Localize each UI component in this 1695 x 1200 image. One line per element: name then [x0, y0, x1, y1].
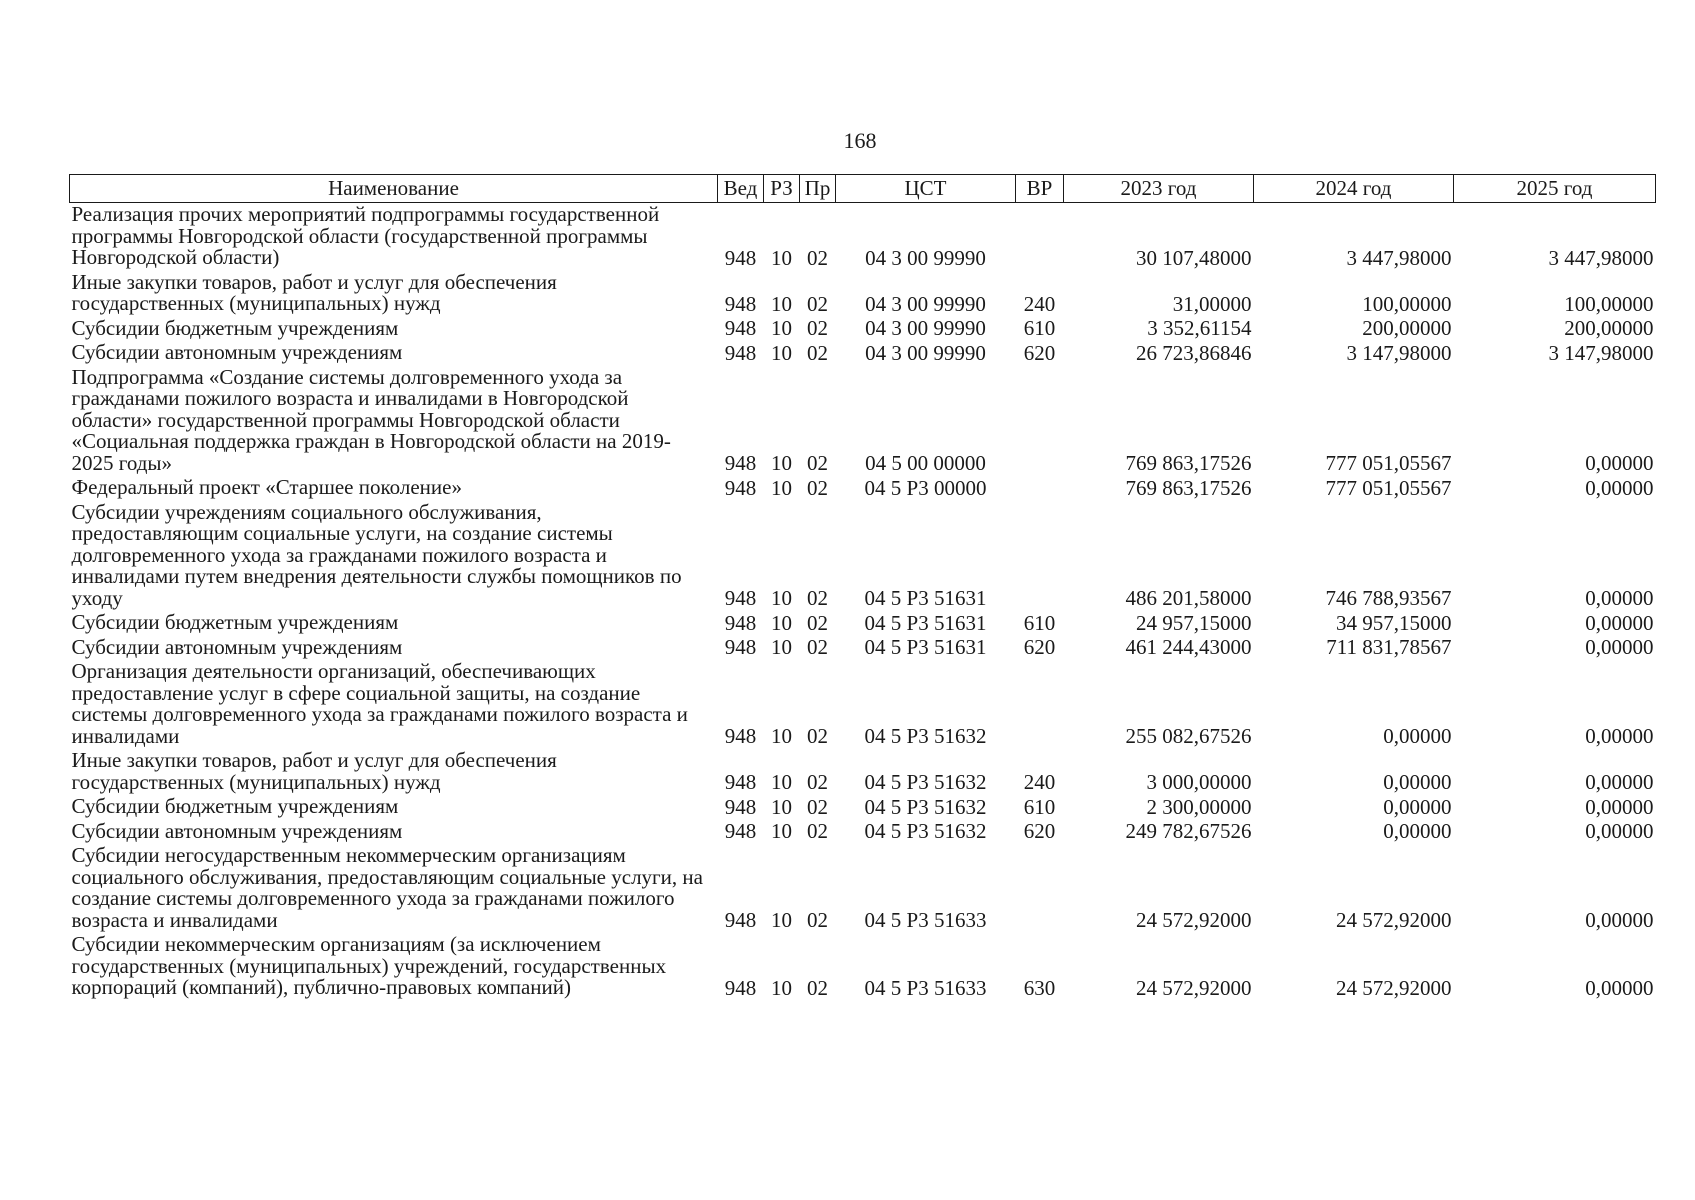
- table-row: [70, 317, 1656, 342]
- cell-2023: 30 107,48000: [1136, 245, 1252, 270]
- cell-vr: 610: [1023, 610, 1056, 635]
- cell-rz: 10: [771, 610, 792, 635]
- cell-ved: 948: [724, 451, 757, 475]
- cell-vr: 620: [1023, 819, 1056, 843]
- cell-2024: 0,00000: [1383, 724, 1452, 748]
- cell-2025: 0,00000: [1585, 819, 1654, 843]
- cell-name: Реализация прочих мероприятий подпрограммы государственной программы Новгородской области (государственной программы Новгородской области): [71, 202, 660, 269]
- cell-2023: 769 863,17526: [1125, 475, 1252, 500]
- cell-2025: 0,00000: [1585, 724, 1654, 748]
- cell-vr: [1016, 844, 1064, 933]
- cell-2025: 0,00000: [1585, 610, 1654, 635]
- cell-ved: 948: [724, 724, 757, 748]
- cell-name: Субсидии бюджетным учреждениям: [71, 794, 399, 818]
- cell-2023: 461 244,43000: [1125, 635, 1252, 659]
- cell-2024: 24 572,92000: [1336, 908, 1452, 932]
- cell-2025: 3 447,98000: [1548, 245, 1654, 270]
- table-body: [70, 203, 1656, 1001]
- table-header-row: [70, 175, 1656, 203]
- cell-cst: 04 5 P3 51631: [864, 586, 987, 610]
- cell-name: Субсидии некоммерческим организациям (за исключением государственных (муниципальных) учреждений, государственных корпораций (компаний), публично-правовых компаний): [71, 932, 667, 999]
- cell-2024: 100,00000: [1362, 291, 1452, 316]
- cell-cst: 04 3 00 99990: [865, 340, 986, 365]
- cell-2023: 249 782,67526: [1125, 819, 1252, 843]
- cell-2023: 769 863,17526: [1125, 451, 1252, 475]
- cell-2023: 3 352,61154: [1147, 316, 1252, 340]
- cell-ved: 948: [724, 975, 757, 1000]
- cell-cst: 04 5 P3 51632: [864, 724, 987, 748]
- cell-cst: 04 5 P3 51632: [864, 770, 987, 794]
- cell-pr: 02: [807, 451, 828, 475]
- cell-2023: 486 201,58000: [1125, 586, 1252, 610]
- cell-rz: 10: [771, 635, 792, 659]
- cell-pr: 02: [807, 610, 828, 635]
- cell-cst: 04 5 P3 51633: [864, 908, 987, 932]
- cell-vr: [1016, 366, 1064, 477]
- cell-pr: 02: [807, 794, 828, 819]
- cell-2023: 26 723,86846: [1136, 340, 1252, 365]
- cell-vr: 620: [1023, 635, 1056, 659]
- header-rz: РЗ: [764, 175, 800, 203]
- cell-pr: 02: [807, 245, 828, 270]
- cell-vr: [1016, 203, 1064, 271]
- header-2023: 2023 год: [1064, 175, 1254, 203]
- cell-2025: 100,00000: [1564, 291, 1654, 316]
- header-name: Наименование: [70, 175, 718, 203]
- cell-2024: 777 051,05567: [1325, 451, 1452, 475]
- cell-rz: 10: [771, 794, 792, 819]
- cell-ved: 948: [724, 291, 757, 316]
- cell-rz: 10: [771, 975, 792, 1000]
- cell-pr: 02: [807, 291, 828, 316]
- cell-2025: 0,00000: [1585, 475, 1654, 500]
- cell-name: Субсидии автономным учреждениям: [71, 818, 403, 843]
- cell-name: Иные закупки товаров, работ и услуг для обеспечения государственных (муниципальных) нужд: [71, 269, 557, 315]
- cell-vr: 240: [1023, 291, 1056, 316]
- cell-cst: 04 3 00 99990: [865, 291, 986, 316]
- cell-pr: 02: [807, 724, 828, 748]
- cell-rz: 10: [771, 451, 792, 475]
- header-2024: 2024 год: [1254, 175, 1454, 203]
- cell-2023: 3 000,00000: [1146, 770, 1252, 794]
- cell-2025: 200,00000: [1564, 316, 1654, 340]
- cell-vr: 630: [1023, 975, 1056, 1000]
- cell-pr: 02: [807, 316, 828, 340]
- cell-cst: 04 5 00 00000: [865, 451, 986, 475]
- table-row: [70, 271, 1656, 317]
- header-cst: ЦСТ: [836, 175, 1016, 203]
- cell-2024: 0,00000: [1383, 819, 1452, 843]
- table-row: [70, 844, 1656, 933]
- cell-2025: 0,00000: [1585, 770, 1654, 794]
- cell-2025: 0,00000: [1585, 908, 1654, 932]
- cell-name: Федеральный проект «Старшее поколение»: [71, 475, 462, 499]
- cell-name: Субсидии бюджетным учреждениям: [71, 610, 399, 634]
- cell-cst: 04 5 P3 51631: [864, 610, 987, 635]
- cell-2023: 255 082,67526: [1125, 724, 1252, 748]
- cell-ved: 948: [724, 794, 757, 819]
- cell-name: Иные закупки товаров, работ и услуг для обеспечения государственных (муниципальных) нужд: [71, 748, 557, 794]
- cell-ved: 948: [724, 316, 757, 340]
- cell-ved: 948: [724, 475, 757, 500]
- cell-2025: 0,00000: [1585, 635, 1654, 659]
- cell-pr: 02: [807, 475, 828, 500]
- table-row: [70, 636, 1656, 661]
- cell-name: Субсидии учреждениям социального обслуживания, предоставляющим социальные услуги, на создание системы долговременного ухода за гражданами пожилого возраста и инвалидами путем внедрения деятельности службы помощников по уходу: [71, 499, 682, 610]
- cell-name: Субсидии негосударственным некоммерческим организациям социального обслуживания, предоставляющим социальные услуги, на создание системы долговременного ухода за гражданами пожилого возраста и инвалидами: [71, 843, 703, 932]
- cell-pr: 02: [807, 635, 828, 659]
- cell-rz: 10: [771, 475, 792, 500]
- table-row: [70, 203, 1656, 271]
- cell-rz: 10: [771, 316, 792, 340]
- cell-2025: 0,00000: [1585, 451, 1654, 475]
- cell-2024: 777 051,05567: [1325, 475, 1452, 500]
- cell-2024: 34 957,15000: [1336, 610, 1452, 635]
- budget-table: [69, 174, 1656, 1001]
- cell-name: Организация деятельности организаций, обеспечивающих предоставление услуг в сфере социальной защиты, на создание системы долговременного ухода за гражданами пожилого возраста и инвалидами: [71, 659, 688, 748]
- cell-2024: 0,00000: [1383, 794, 1452, 819]
- cell-ved: 948: [724, 610, 757, 635]
- cell-vr: [1016, 476, 1064, 501]
- cell-rz: 10: [771, 908, 792, 932]
- cell-ved: 948: [724, 908, 757, 932]
- cell-name: Подпрограмма «Создание системы долговременного ухода за гражданами пожилого возраста и инвалидами в Новгородской области» государственной программы Новгородской области «Социальная поддержка граждан в Новгородской области на 2019-2025 годы»: [71, 364, 671, 475]
- cell-2023: 2 300,00000: [1146, 794, 1252, 819]
- header-ved: Вед: [718, 175, 764, 203]
- cell-2025: 0,00000: [1585, 794, 1654, 819]
- cell-cst: 04 3 00 99990: [865, 245, 986, 270]
- cell-vr: 620: [1023, 340, 1056, 365]
- cell-2023: 31,00000: [1172, 291, 1252, 316]
- table-row: [70, 820, 1656, 845]
- cell-rz: 10: [771, 770, 792, 794]
- header-pr: Пр: [800, 175, 836, 203]
- cell-name: Субсидии автономным учреждениям: [71, 634, 403, 659]
- cell-ved: 948: [724, 819, 757, 843]
- cell-rz: 10: [771, 586, 792, 610]
- cell-2024: 200,00000: [1362, 316, 1452, 340]
- cell-name: Субсидии бюджетным учреждениям: [71, 315, 399, 340]
- cell-pr: 02: [807, 908, 828, 932]
- cell-2025: 0,00000: [1585, 975, 1654, 1000]
- cell-2024: 3 447,98000: [1346, 245, 1452, 270]
- cell-vr: [1016, 501, 1064, 612]
- cell-2025: 0,00000: [1585, 586, 1654, 610]
- cell-name: Субсидии автономным учреждениям: [71, 340, 403, 364]
- cell-vr: [1016, 660, 1064, 749]
- table-row: [70, 933, 1656, 1001]
- cell-pr: 02: [807, 340, 828, 365]
- cell-2025: 3 147,98000: [1548, 340, 1654, 365]
- cell-2023: 24 572,92000: [1136, 908, 1252, 932]
- cell-2024: 746 788,93567: [1325, 586, 1452, 610]
- cell-pr: 02: [807, 770, 828, 794]
- cell-ved: 948: [724, 770, 757, 794]
- header-2025: 2025 год: [1454, 175, 1656, 203]
- cell-2024: 0,00000: [1383, 770, 1452, 794]
- cell-2024: 3 147,98000: [1346, 340, 1452, 365]
- table-row: [70, 366, 1656, 477]
- table-row: [70, 611, 1656, 636]
- cell-2024: 711 831,78567: [1326, 635, 1452, 659]
- table-row: [70, 341, 1656, 366]
- cell-cst: 04 5 P3 51632: [864, 819, 987, 843]
- table-row: [70, 660, 1656, 749]
- table-row: [70, 501, 1656, 612]
- cell-rz: 10: [771, 291, 792, 316]
- cell-cst: 04 5 P3 51631: [864, 635, 987, 659]
- cell-pr: 02: [807, 819, 828, 843]
- cell-vr: 610: [1023, 794, 1056, 819]
- cell-vr: 240: [1023, 770, 1056, 794]
- cell-cst: 04 5 P3 00000: [864, 475, 987, 500]
- cell-rz: 10: [771, 340, 792, 365]
- cell-cst: 04 3 00 99990: [865, 316, 986, 340]
- cell-2023: 24 957,15000: [1136, 610, 1252, 635]
- cell-vr: 610: [1023, 316, 1056, 340]
- cell-pr: 02: [807, 975, 828, 1000]
- cell-ved: 948: [724, 340, 757, 365]
- header-vr: ВР: [1016, 175, 1064, 203]
- table-row: [70, 476, 1656, 501]
- table-row: [70, 749, 1656, 795]
- cell-rz: 10: [771, 245, 792, 270]
- table-row: [70, 795, 1656, 820]
- cell-ved: 948: [724, 245, 757, 270]
- cell-2024: 24 572,92000: [1336, 975, 1452, 1000]
- page-number: 168: [843, 128, 877, 153]
- cell-ved: 948: [724, 586, 757, 610]
- cell-2023: 24 572,92000: [1136, 975, 1252, 1000]
- cell-pr: 02: [807, 586, 828, 610]
- cell-cst: 04 5 P3 51633: [864, 975, 987, 1000]
- cell-ved: 948: [724, 635, 757, 659]
- cell-rz: 10: [771, 724, 792, 748]
- cell-cst: 04 5 P3 51632: [864, 794, 987, 819]
- cell-rz: 10: [771, 819, 792, 843]
